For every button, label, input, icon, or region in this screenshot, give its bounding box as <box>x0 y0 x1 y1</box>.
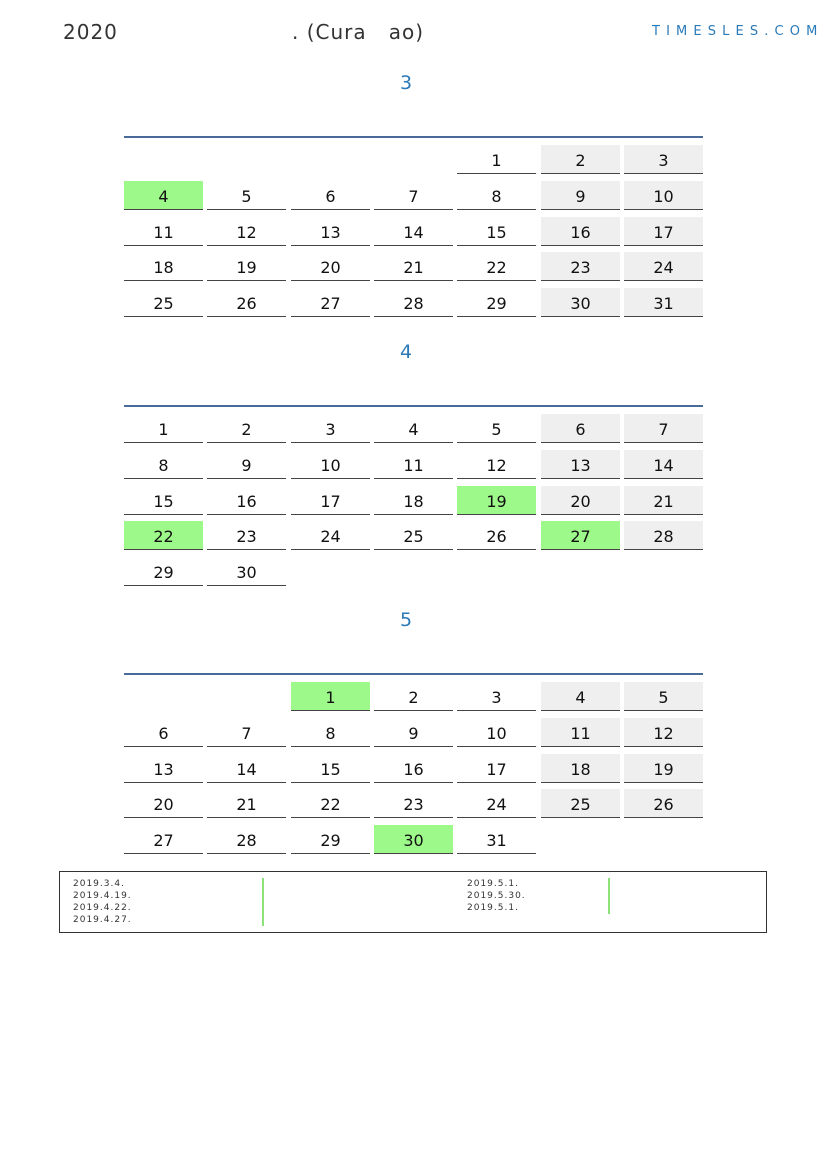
legend-item: 2019.5.30. <box>467 891 526 901</box>
day-cell[interactable]: 26 <box>624 789 703 818</box>
day-cell[interactable]: 12 <box>207 217 286 246</box>
month-title: 5 <box>399 609 413 631</box>
day-cell[interactable]: 27 <box>541 521 620 550</box>
day-cell[interactable]: 19 <box>457 486 536 515</box>
day-cell[interactable]: 21 <box>207 789 286 818</box>
header-year: 2020 <box>63 20 118 44</box>
day-cell[interactable]: 17 <box>457 754 536 783</box>
day-cell[interactable]: 8 <box>124 450 203 479</box>
day-cell[interactable]: 10 <box>291 450 370 479</box>
day-cell[interactable]: 18 <box>124 252 203 281</box>
day-cell[interactable]: 15 <box>457 217 536 246</box>
day-cell[interactable]: 6 <box>124 718 203 747</box>
day-cell[interactable]: 21 <box>374 252 453 281</box>
day-cell[interactable]: 12 <box>624 718 703 747</box>
legend-marker <box>608 878 610 890</box>
day-cell[interactable]: 23 <box>207 521 286 550</box>
day-cell[interactable]: 4 <box>124 181 203 210</box>
legend-item: 2019.4.22. <box>73 903 132 913</box>
day-cell[interactable]: 19 <box>624 754 703 783</box>
day-cell[interactable]: 14 <box>624 450 703 479</box>
day-cell[interactable]: 19 <box>207 252 286 281</box>
day-cell[interactable]: 24 <box>457 789 536 818</box>
day-cell[interactable]: 2 <box>374 682 453 711</box>
day-cell[interactable]: 2 <box>207 414 286 443</box>
day-cell[interactable]: 18 <box>541 754 620 783</box>
day-cell[interactable]: 25 <box>374 521 453 550</box>
day-cell[interactable]: 23 <box>374 789 453 818</box>
day-cell[interactable]: 17 <box>624 217 703 246</box>
day-cell[interactable]: 1 <box>291 682 370 711</box>
day-cell[interactable]: 13 <box>541 450 620 479</box>
legend-marker <box>262 914 264 926</box>
day-cell[interactable]: 8 <box>457 181 536 210</box>
day-cell[interactable]: 5 <box>207 181 286 210</box>
day-cell[interactable]: 29 <box>291 825 370 854</box>
day-cell[interactable]: 13 <box>291 217 370 246</box>
day-cell[interactable]: 24 <box>291 521 370 550</box>
page-title: . (Cura ao) <box>292 20 425 44</box>
day-cell[interactable]: 10 <box>457 718 536 747</box>
day-cell[interactable]: 3 <box>624 145 703 174</box>
site-link[interactable]: T I M E S L E S . C O M <box>652 24 819 39</box>
legend-item: 2019.3.4. <box>73 879 125 889</box>
day-cell[interactable]: 3 <box>291 414 370 443</box>
day-cell[interactable]: 28 <box>624 521 703 550</box>
day-cell[interactable]: 10 <box>624 181 703 210</box>
legend-marker <box>608 902 610 914</box>
day-cell[interactable]: 16 <box>207 486 286 515</box>
day-cell[interactable]: 16 <box>374 754 453 783</box>
day-cell[interactable]: 30 <box>374 825 453 854</box>
day-cell[interactable]: 22 <box>124 521 203 550</box>
day-cell[interactable]: 1 <box>124 414 203 443</box>
day-cell[interactable]: 25 <box>541 789 620 818</box>
day-cell[interactable]: 13 <box>124 754 203 783</box>
day-cell[interactable]: 9 <box>374 718 453 747</box>
day-cell[interactable]: 22 <box>457 252 536 281</box>
day-cell[interactable]: 20 <box>291 252 370 281</box>
day-cell[interactable]: 18 <box>374 486 453 515</box>
day-cell[interactable]: 31 <box>457 825 536 854</box>
day-cell[interactable]: 4 <box>541 682 620 711</box>
day-cell[interactable]: 9 <box>541 181 620 210</box>
day-cell[interactable]: 16 <box>541 217 620 246</box>
day-cell[interactable]: 11 <box>374 450 453 479</box>
month-rule <box>124 405 703 407</box>
day-cell[interactable]: 26 <box>207 288 286 317</box>
day-cell[interactable]: 14 <box>207 754 286 783</box>
day-cell[interactable]: 27 <box>291 288 370 317</box>
month-title: 3 <box>399 72 413 94</box>
day-cell[interactable]: 12 <box>457 450 536 479</box>
day-cell[interactable]: 7 <box>374 181 453 210</box>
day-cell[interactable]: 17 <box>291 486 370 515</box>
day-cell[interactable]: 29 <box>124 557 203 586</box>
day-cell[interactable]: 6 <box>291 181 370 210</box>
legend-marker <box>262 902 264 914</box>
day-cell[interactable]: 11 <box>541 718 620 747</box>
day-cell[interactable]: 6 <box>541 414 620 443</box>
legend-item: 2019.4.19. <box>73 891 132 901</box>
day-cell[interactable]: 29 <box>457 288 536 317</box>
day-cell[interactable]: 23 <box>541 252 620 281</box>
day-cell[interactable]: 27 <box>124 825 203 854</box>
day-cell[interactable]: 4 <box>374 414 453 443</box>
day-cell[interactable]: 1 <box>457 145 536 174</box>
legend-marker <box>262 890 264 902</box>
day-cell[interactable]: 25 <box>124 288 203 317</box>
day-cell[interactable]: 14 <box>374 217 453 246</box>
day-cell[interactable]: 15 <box>291 754 370 783</box>
day-cell[interactable]: 26 <box>457 521 536 550</box>
legend-item: 2019.5.1. <box>467 879 519 889</box>
day-cell[interactable]: 20 <box>541 486 620 515</box>
holiday-legend <box>59 871 767 933</box>
day-cell[interactable]: 8 <box>291 718 370 747</box>
day-cell[interactable]: 5 <box>624 682 703 711</box>
day-cell[interactable]: 5 <box>457 414 536 443</box>
day-cell[interactable]: 22 <box>291 789 370 818</box>
day-cell[interactable]: 20 <box>124 789 203 818</box>
day-cell[interactable]: 31 <box>624 288 703 317</box>
day-cell[interactable]: 28 <box>374 288 453 317</box>
legend-item: 2019.4.27. <box>73 915 132 925</box>
day-cell[interactable]: 28 <box>207 825 286 854</box>
legend-marker <box>608 890 610 902</box>
day-cell[interactable]: 15 <box>124 486 203 515</box>
day-cell[interactable]: 11 <box>124 217 203 246</box>
legend-marker <box>262 878 264 890</box>
day-cell[interactable]: 7 <box>207 718 286 747</box>
day-cell[interactable]: 7 <box>624 414 703 443</box>
day-cell[interactable]: 9 <box>207 450 286 479</box>
day-cell[interactable]: 30 <box>541 288 620 317</box>
month-rule <box>124 673 703 675</box>
legend-item: 2019.5.1. <box>467 903 519 913</box>
day-cell[interactable]: 21 <box>624 486 703 515</box>
month-title: 4 <box>399 341 413 363</box>
day-cell[interactable]: 2 <box>541 145 620 174</box>
day-cell[interactable]: 30 <box>207 557 286 586</box>
day-cell[interactable]: 3 <box>457 682 536 711</box>
month-rule <box>124 136 703 138</box>
day-cell[interactable]: 24 <box>624 252 703 281</box>
